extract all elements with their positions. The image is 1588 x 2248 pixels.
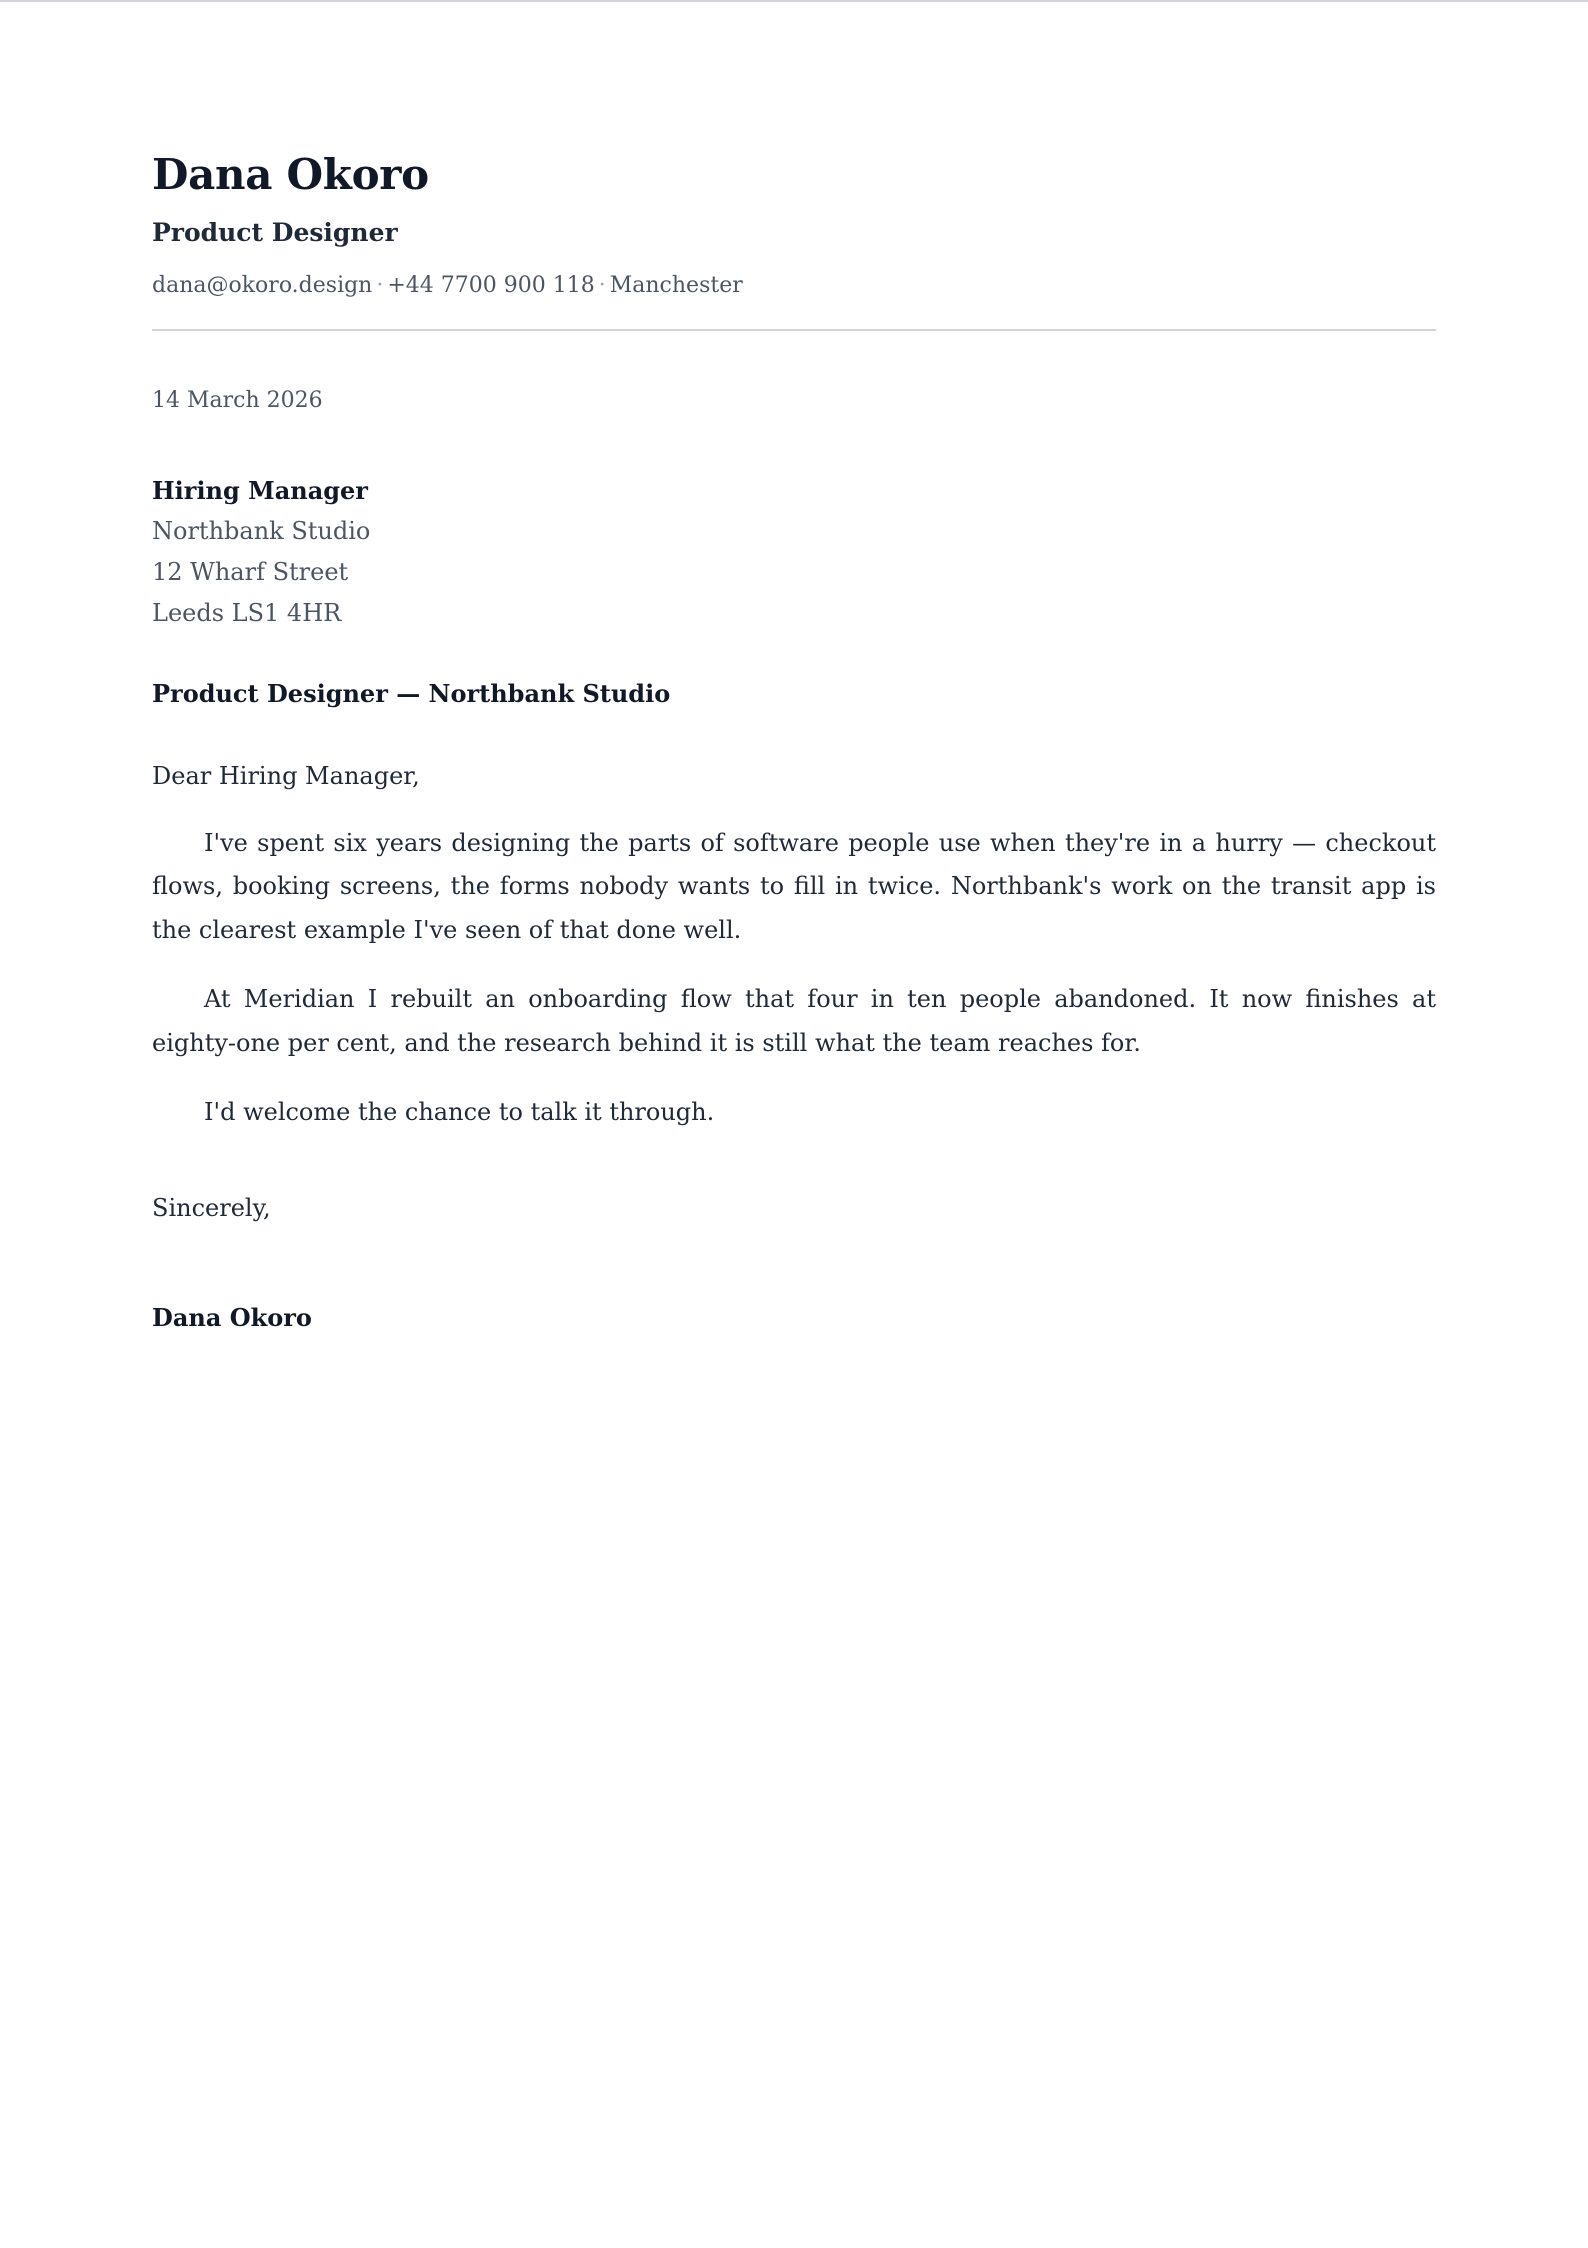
body-paragraph: I've spent six years designing the parts of software people use when they're in a hurry — checkout flows, booking screens, the forms nobody wants to fill in twice. Northbank's work on the transit app is the clearest example I've seen of that done well. — [152, 828, 1436, 944]
body-paragraph: I'd welcome the chance to talk it through. — [204, 1098, 715, 1127]
contact-email: dana@okoro.design — [152, 273, 373, 299]
recipient-city: Leeds LS1 4HR — [152, 598, 342, 627]
letter-header — [152, 150, 1436, 331]
salutation: Dear Hiring Manager, — [152, 761, 420, 790]
contact-line — [152, 272, 1436, 301]
body-paragraph: At Meridian I rebuilt an onboarding flow that four in ten people abandoned. It now finishes at eighty-one per cent, and the research behind it is still what the team reaches for. — [152, 985, 1436, 1057]
sender-name: Dana Okoro — [152, 150, 429, 199]
recipient-name: Hiring Manager — [152, 475, 368, 505]
recipient-street: 12 Wharf Street — [152, 557, 349, 586]
closing: Sincerely, — [152, 1193, 271, 1222]
signature-name: Dana Okoro — [152, 1303, 312, 1333]
contact-phone: +44 7700 900 118 — [387, 273, 595, 299]
header-divider — [152, 329, 1436, 331]
contact-separator: · — [598, 273, 606, 299]
recipient-company: Northbank Studio — [152, 516, 371, 545]
cover-letter-page — [152, 150, 1436, 1333]
subject-line: Product Designer — Northbank Studio — [152, 678, 671, 708]
top-border — [0, 0, 1588, 2]
sender-role: Product Designer — [152, 218, 398, 248]
letter-date: 14 March 2026 — [152, 387, 323, 413]
contact-location: Manchester — [609, 273, 743, 299]
recipient-block — [152, 470, 1436, 634]
contact-separator: · — [376, 273, 384, 299]
